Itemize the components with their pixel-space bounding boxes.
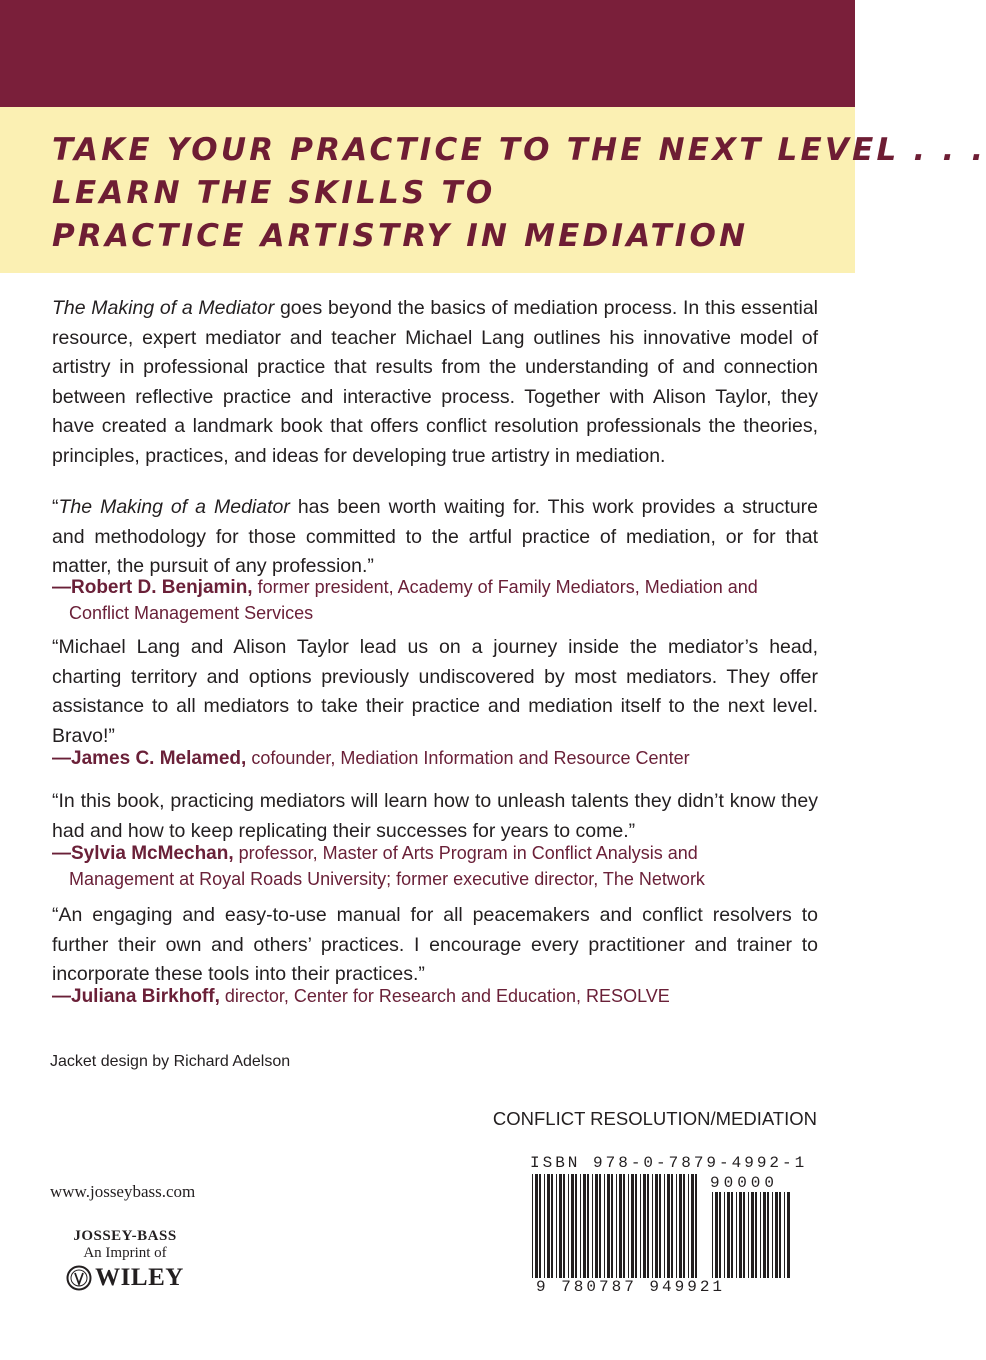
barcode-bar [535, 1174, 538, 1278]
endorsement-quote-3: “In this book, practicing mediators will learn how to unleash talents they didn’t know they had and how to keep replicating their successes for years to come.” [52, 790, 818, 842]
barcode-bar [731, 1192, 733, 1278]
publisher-block [50, 1228, 200, 1292]
barcode-bar [772, 1192, 773, 1278]
barcode-bar [631, 1174, 634, 1278]
barcode-bar [779, 1192, 781, 1278]
barcode-bar [683, 1174, 685, 1278]
barcode-block [530, 1154, 808, 1296]
barcode-bar [640, 1174, 641, 1278]
description-text: goes beyond the basics of mediation process. In this essential resource, expert mediator and teacher Michael Lang outlines his innovative model of artistry in professional practice that results from the understanding of and connection between reflective practice and interactive process. Together with Alison Taylor, they have created a landmark book that offers conflict resolution professionals the theories, principles, practices, and ideas for developing true artistry in mediation. [52, 297, 818, 467]
barcode-bar [551, 1174, 553, 1278]
barcode-bar [688, 1174, 689, 1278]
wiley-logo [50, 1264, 200, 1292]
publisher-website: www.josseybass.com [50, 1182, 196, 1201]
barcode-bar [763, 1192, 766, 1278]
barcode-bar [775, 1192, 778, 1278]
endorsement-attribution-4 [52, 984, 832, 1010]
endorsement-quote-2: “Michael Lang and Alison Taylor lead us on a journey inside the mediator’s head, charting territory and options previously undiscovered by most mediators. They offer assistance to all mediators to take their practice and mediation itself to the next level. Bravo!” [52, 636, 818, 747]
headline-line-3: PRACTICE ARTISTRY IN MEDIATION [52, 218, 749, 254]
endorser-name: —James C. Melamed, [52, 748, 247, 769]
barcode-bar [715, 1192, 718, 1278]
barcode-bar [739, 1192, 742, 1278]
barcode-bar [691, 1174, 694, 1278]
barcode-bar [671, 1174, 673, 1278]
barcode-bar [563, 1174, 565, 1278]
barcode-bar [571, 1174, 574, 1278]
endorser-title-cont: Conflict Management Services [69, 602, 314, 623]
endorsement-attribution-3 [52, 841, 832, 891]
barcode-bar [544, 1174, 545, 1278]
barcode-bar [755, 1192, 757, 1278]
barcode-bar [623, 1174, 625, 1278]
isbn-barcode [530, 1174, 702, 1286]
barcode-bar [787, 1192, 790, 1278]
endorsement-quote-1: “The Making of a Mediator has been worth waiting for. This work provides a structure and methodology for those committed to the artful practice of mediation, or for that matter, the pursuit of any profession.” [52, 496, 819, 577]
book-description [52, 294, 818, 471]
barcode-bar [635, 1174, 637, 1278]
ean-digits: 9 780787 949921 [536, 1278, 726, 1296]
barcode-bar [667, 1174, 670, 1278]
jacket-credit: Jacket design by Richard Adelson [50, 1053, 291, 1070]
barcode-bar [676, 1174, 677, 1278]
barcode-bar [539, 1174, 541, 1278]
barcode-bar [607, 1174, 610, 1278]
endorser-title: former president, Academy of Family Mediators, Mediation and [252, 577, 758, 597]
barcode-bar [547, 1174, 550, 1278]
barcode-bar [695, 1174, 697, 1278]
wiley-wordmark: WILEY [95, 1264, 184, 1291]
endorser-title: cofounder, Mediation Information and Resource Center [246, 748, 690, 768]
barcode-bar [556, 1174, 557, 1278]
barcode-bar [559, 1174, 562, 1278]
barcode-bar [592, 1174, 593, 1278]
book-title: The Making of a Mediator [58, 496, 290, 518]
barcode-bar [751, 1192, 754, 1278]
barcode-bar [679, 1174, 682, 1278]
book-title: The Making of a Mediator [52, 297, 275, 319]
barcode-bar [659, 1174, 661, 1278]
publisher-name: JOSSEY-BASS [73, 1228, 177, 1244]
barcode-bar [655, 1174, 658, 1278]
category-label: CONFLICT RESOLUTION/MEDIATION [492, 1108, 817, 1129]
barcode-bar [736, 1192, 737, 1278]
endorser-title-cont: Management at Royal Roads University; former executive director, The Network [69, 868, 705, 889]
top-color-band [0, 0, 855, 107]
barcode-bar [743, 1192, 745, 1278]
barcode-bar [727, 1192, 730, 1278]
wiley-seal-icon [66, 1265, 92, 1291]
barcode-bar [719, 1192, 721, 1278]
barcode-bar [616, 1174, 617, 1278]
barcode-bar [760, 1192, 761, 1278]
endorser-title: director, Center for Research and Education, RESOLVE [219, 986, 670, 1006]
barcode-bar [611, 1174, 613, 1278]
barcode-bar [575, 1174, 577, 1278]
headline-line-1: TAKE YOUR PRACTICE TO THE NEXT LEVEL . . . [52, 132, 986, 168]
endorsement-attribution-1 [52, 575, 832, 625]
barcode-bar [619, 1174, 622, 1278]
barcode-bar [595, 1174, 598, 1278]
endorser-name: —Sylvia McMechan, [52, 843, 234, 864]
barcode-bar [643, 1174, 646, 1278]
endorsement-quote-4: “An engaging and easy-to-use manual for all peacemakers and conflict resolvers to further their own and others’ practices. I encourage every practitioner and trainer to incorporate these tools into their practices.” [52, 904, 818, 985]
barcode-bar [580, 1174, 581, 1278]
barcode-bar [712, 1192, 713, 1278]
endorser-name: —Juliana Birkhoff, [52, 986, 220, 1007]
barcode-bar [568, 1174, 569, 1278]
barcode-bar [767, 1192, 769, 1278]
barcode-bar [664, 1174, 665, 1278]
barcode-bar [652, 1174, 653, 1278]
barcode-bar [587, 1174, 589, 1278]
barcode-bar [583, 1174, 586, 1278]
barcode-bar [647, 1174, 649, 1278]
barcode-bar [604, 1174, 605, 1278]
endorsement-attribution-2 [52, 746, 832, 772]
barcode-bar [628, 1174, 629, 1278]
barcode-bar [532, 1174, 533, 1278]
headline-band [0, 107, 986, 273]
barcode-bar [724, 1192, 725, 1278]
barcode-bar [748, 1192, 749, 1278]
headline-line-2: LEARN THE SKILLS TO [52, 175, 496, 211]
barcode-bar [599, 1174, 601, 1278]
price-code: 90000 [710, 1174, 779, 1192]
barcode-bar [784, 1192, 785, 1278]
endorser-name: —Robert D. Benjamin, [52, 577, 253, 598]
imprint-label: An Imprint of [83, 1245, 167, 1261]
endorser-title: professor, Master of Arts Program in Conflict Analysis and [233, 843, 698, 863]
isbn-text: ISBN 978-0-7879-4992-1 [530, 1154, 808, 1172]
